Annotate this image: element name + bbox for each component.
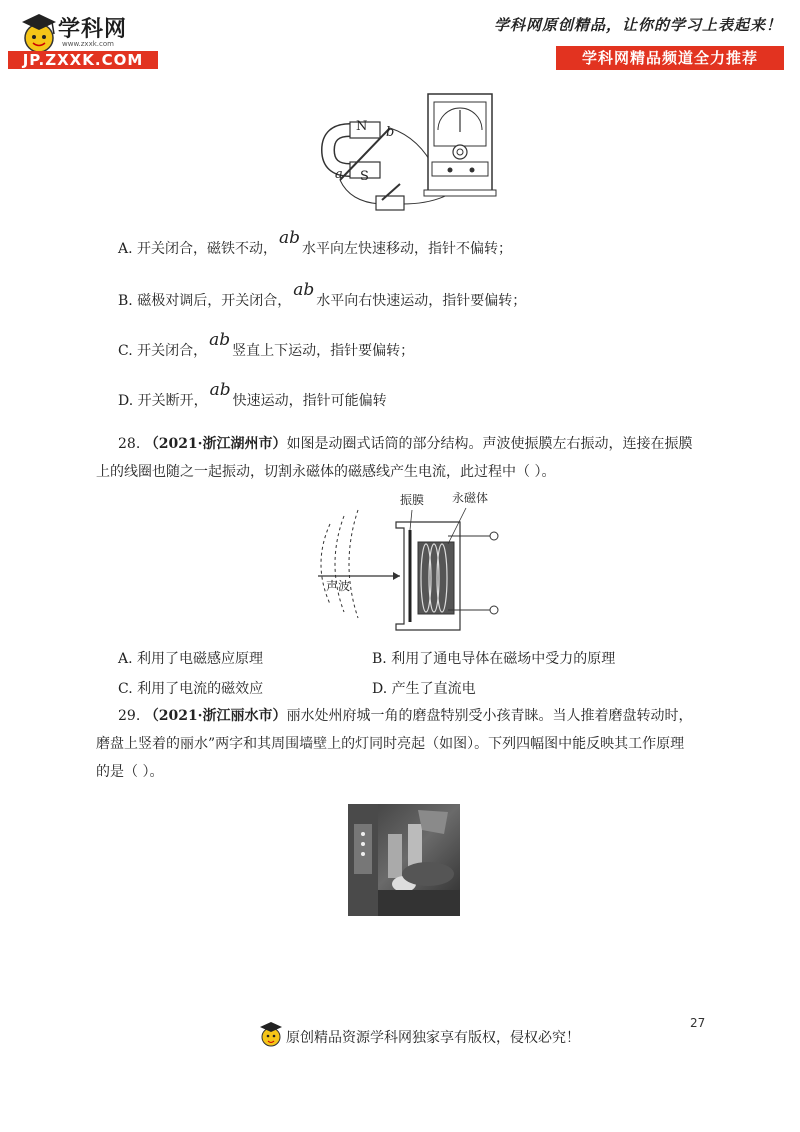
- page-number: 27: [690, 1016, 706, 1030]
- q27-option-b: [118, 280, 527, 310]
- q28-text: [96, 430, 736, 486]
- label-sound-wave: 声波: [326, 579, 351, 593]
- header-banner: 学科网精品频道全力推荐: [556, 46, 784, 70]
- q29-number: 29.: [118, 708, 141, 724]
- q28-option-a: A. 利用了电磁感应原理: [118, 651, 264, 667]
- q28-line1: 如图是动圈式话筒的部分结构。声波使振膜左右振动，连接在振膜: [286, 436, 693, 452]
- q27-option-d: [118, 380, 387, 410]
- q29-text: [96, 702, 736, 786]
- q29-line2: 磨盘上竖着的丽水”两字和其周围墙壁上的灯同时亮起（如图）。下列四幅图中能反映其工作原理: [96, 736, 685, 752]
- option-text: C. 开关闭合，: [118, 343, 208, 359]
- q29-line3: 的是（ ）。: [96, 764, 164, 780]
- header-slogan: 学科网原创精品，让你的学习上表起来！: [493, 16, 782, 34]
- option-text: 水平向左快速移动，指针不偏转；: [302, 241, 513, 257]
- mascot-icon: [258, 1020, 284, 1050]
- label-b: b: [386, 125, 395, 140]
- q28-option-d: D. 产生了直流电: [372, 681, 476, 697]
- millstone-photo: [348, 804, 460, 916]
- option-text: A. 开关闭合，磁铁不动，: [118, 241, 278, 257]
- q28-source: （2021·浙江湖州市）: [144, 436, 287, 452]
- label-a: a: [335, 167, 343, 182]
- q28-line2: 上的线圈也随之一起振动，切割永磁体的磁感线产生电流，此过程中（ ）。: [96, 464, 556, 480]
- label-s: S: [360, 169, 369, 184]
- q29-line1: 丽水处州府城一角的磨盘特别受小孩青睐。当人推着磨盘转动时，: [286, 708, 693, 724]
- microphone-figure: [300, 484, 520, 636]
- label-membrane: 振膜: [400, 493, 425, 507]
- option-text: B. 磁极对调后，开关闭合，: [118, 293, 292, 309]
- q27-option-c: [118, 330, 415, 360]
- variable-ab: ab: [293, 280, 315, 300]
- q28-option-c: C. 利用了电流的磁效应: [118, 681, 264, 697]
- q29-source: （2021·浙江丽水市）: [144, 708, 287, 724]
- variable-ab: ab: [209, 330, 231, 350]
- variable-ab: ab: [279, 228, 301, 248]
- footer-copyright: 原创精品资源学科网独家享有版权，侵权必究！: [286, 1030, 580, 1046]
- option-text: 水平向右快速运动，指针要偏转；: [316, 293, 527, 309]
- option-text: 竖直上下运动，指针要偏转；: [232, 343, 415, 359]
- q28-number: 28.: [118, 436, 141, 452]
- logo-url: JP.ZXXK.COM: [8, 51, 158, 69]
- galvanometer-figure: [320, 92, 500, 222]
- q28-option-b: B. 利用了通电导体在磁场中受力的原理: [372, 651, 616, 667]
- label-magnet: 永磁体: [452, 491, 489, 505]
- option-text: D. 开关断开，: [118, 393, 208, 409]
- logo-title: 学科网: [58, 17, 128, 42]
- variable-ab: ab: [209, 380, 231, 400]
- label-n: N: [356, 119, 368, 134]
- option-text: 快速运动，指针可能偏转: [232, 393, 387, 409]
- q27-option-a: [118, 228, 513, 258]
- logo-subtitle: www.zxxk.com: [62, 40, 114, 48]
